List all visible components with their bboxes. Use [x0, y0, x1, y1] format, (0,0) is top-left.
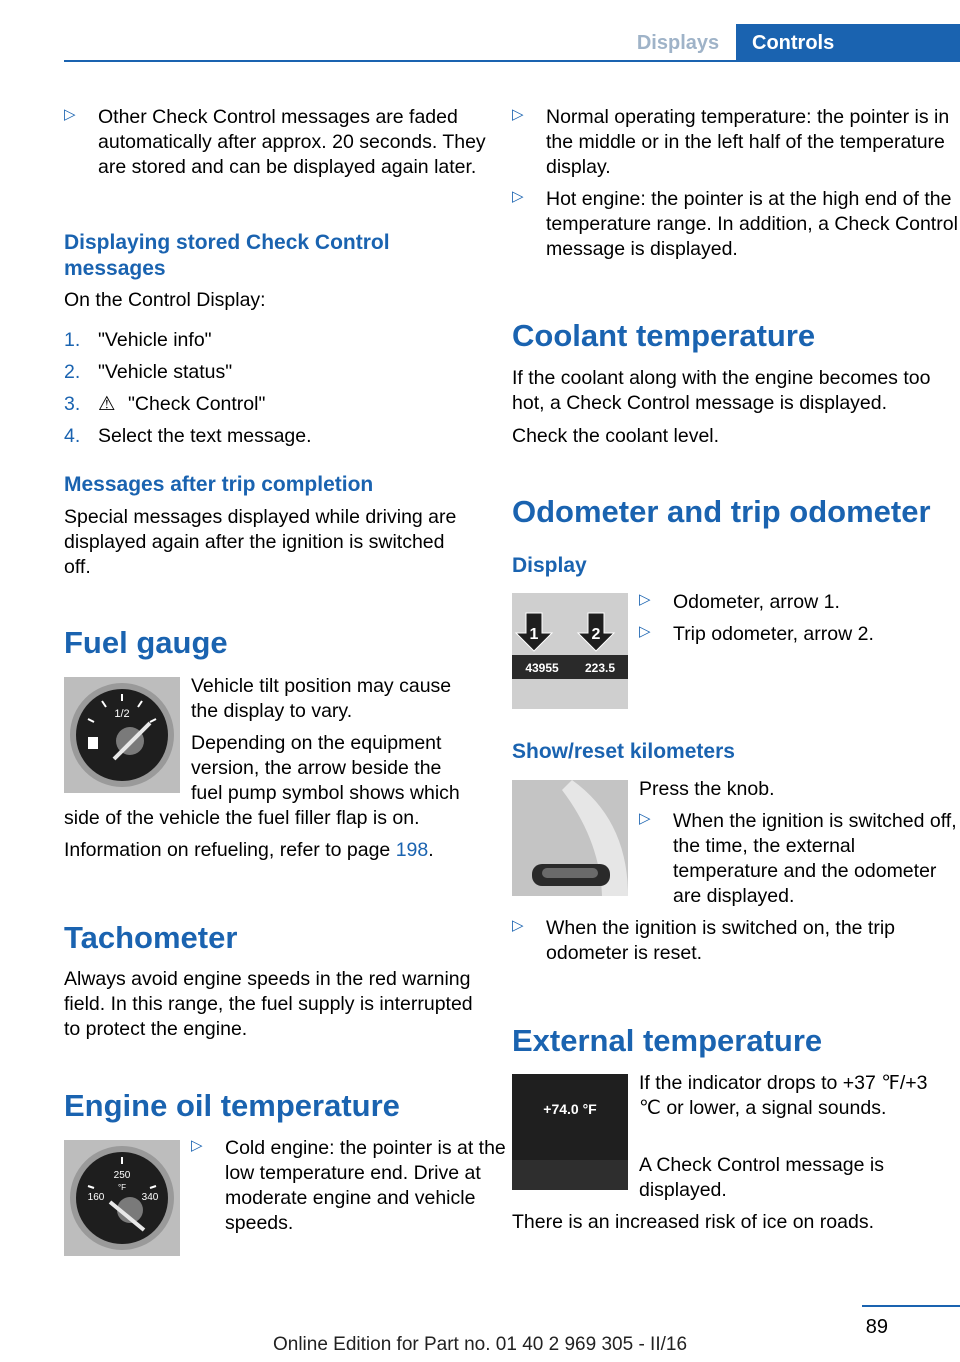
heading-show-reset: Show/reset kilometers	[512, 740, 735, 763]
oil-gauge-unit: °F	[117, 1183, 127, 1192]
bullet-ignition-on: ▷ When the ignition is switched on, the trip odometer is reset.	[512, 917, 896, 964]
fuel-text-2b: side of the vehicle the fuel filler flap is on.	[64, 807, 420, 829]
bullet-triangle-icon: ▷	[639, 591, 651, 608]
bullet-faded-messages	[64, 105, 508, 180]
bullet-triangle-icon: ▷	[64, 106, 76, 123]
heading-messages-after-trip: Messages after trip completion	[64, 473, 374, 496]
fuel-text-1: Vehicle tilt position may cause the display to vary.	[191, 675, 452, 722]
bullet-oil-normal: ▷ Normal operating temperature: the pointer is in the middle or in the left half of the temperature display.	[512, 106, 950, 178]
bullet-triangle-icon: ▷	[512, 106, 524, 123]
arrow-label-1: 1	[529, 626, 539, 643]
bullet-trip-odometer: ▷ Trip odometer, arrow 2.	[639, 623, 874, 645]
bullet-triangle-icon: ▷	[639, 810, 651, 827]
heading-fuel-gauge: Fuel gauge	[64, 625, 228, 660]
external-temperature-display-image	[512, 1074, 628, 1190]
step-item: 4. Select the text message.	[64, 425, 312, 447]
heading-engine-oil: Engine oil temperature	[64, 1088, 400, 1123]
footer-edition: Online Edition for Part no. 01 40 2 969 305 - II/16	[272, 1334, 688, 1355]
refuel-info: Information on refueling, refer to page 198.	[64, 839, 434, 861]
fuel-gauge-image	[64, 677, 180, 793]
heading-coolant-temperature: Coolant temperature	[512, 318, 816, 353]
bullet-oil-cold: ▷ Cold engine: the pointer is at the low temperature end. Drive at moderate engine and vehicle speeds.	[191, 1137, 506, 1234]
ext-text-1: If the indicator drops to +37 ℉/+3 ℃ or lower, a signal sounds.	[639, 1072, 928, 1119]
footer-rule	[862, 1305, 960, 1307]
fuel-gauge-half-label: 1/2	[114, 708, 130, 720]
bullet-triangle-icon: ▷	[512, 188, 524, 205]
arrow-label-2: 2	[591, 626, 601, 643]
heading-external-temperature: External temperature	[512, 1023, 823, 1058]
oil-gauge-label-340: 340	[141, 1192, 159, 1203]
odometer-value: 43955	[525, 661, 559, 675]
bullet-triangle-icon: ▷	[639, 623, 651, 640]
oil-temperature-gauge-image	[64, 1140, 180, 1256]
heading-odometer: Odometer and trip odometer	[512, 494, 931, 529]
bullet-ignition-off: ▷ When the ignition is switched off, the time, the external temperature and the odometer are displayed.	[639, 810, 957, 907]
bullet-triangle-icon: ▷	[512, 917, 524, 934]
header-rule	[64, 60, 960, 62]
external-temperature-value: +74.0 °F	[543, 1101, 597, 1117]
page-link[interactable]: 198	[395, 839, 429, 861]
bullet-oil-hot: ▷ Hot engine: the pointer is at the high end of the temperature range. In addition, a Check Control message is displayed.	[512, 188, 958, 260]
on-control-display: On the Control Display:	[64, 289, 266, 311]
coolant-text-2: Check the coolant level.	[512, 425, 720, 447]
tab-displays[interactable]: Displays	[636, 32, 720, 54]
tab-controls[interactable]: Controls	[736, 24, 960, 62]
ext-text-3: There is an increased risk of ice on roads.	[512, 1211, 875, 1233]
warning-triangle-icon: ⚠	[98, 393, 116, 415]
step-item: 3. ⚠ "Check Control"	[64, 393, 266, 415]
reset-knob-image	[512, 780, 628, 896]
steps-list	[64, 328, 464, 449]
heading-stored-messages: Displaying stored Check Control messages	[64, 231, 390, 280]
heading-tachometer: Tachometer	[64, 920, 238, 955]
step-item: 1. "Vehicle info"	[64, 329, 212, 351]
step-item: 2. "Vehicle status"	[64, 361, 233, 383]
bullet-text: Other Check Control messages are faded automatically after approx. 20 seconds. They are stored and can be displayed again later.	[98, 106, 486, 178]
press-knob: Press the knob.	[639, 778, 775, 800]
bullet-odometer: ▷ Odometer, arrow 1.	[639, 591, 840, 613]
coolant-text-1: If the coolant along with the engine becomes too hot, a Check Control message is displayed.	[512, 367, 931, 414]
heading-display: Display	[512, 554, 587, 577]
page-number: 89	[865, 1316, 888, 1338]
bullet-triangle-icon: ▷	[191, 1137, 203, 1154]
oil-gauge-label-250: 250	[113, 1170, 131, 1181]
fuel-text-2a: Depending on the equipment version, the arrow beside the fuel pump symbol shows which	[191, 732, 460, 804]
trip-odometer-value: 223.5	[584, 661, 616, 675]
trip-text: Special messages displayed while driving are displayed again after the ignition is switched off.	[64, 506, 457, 578]
oil-gauge-label-160: 160	[87, 1192, 105, 1203]
tach-text: Always avoid engine speeds in the red warning field. In this range, the fuel supply is interrupted to protect the engine.	[64, 968, 473, 1040]
ext-text-2: A Check Control message is displayed.	[639, 1154, 884, 1201]
odometer-display-image	[512, 593, 628, 709]
